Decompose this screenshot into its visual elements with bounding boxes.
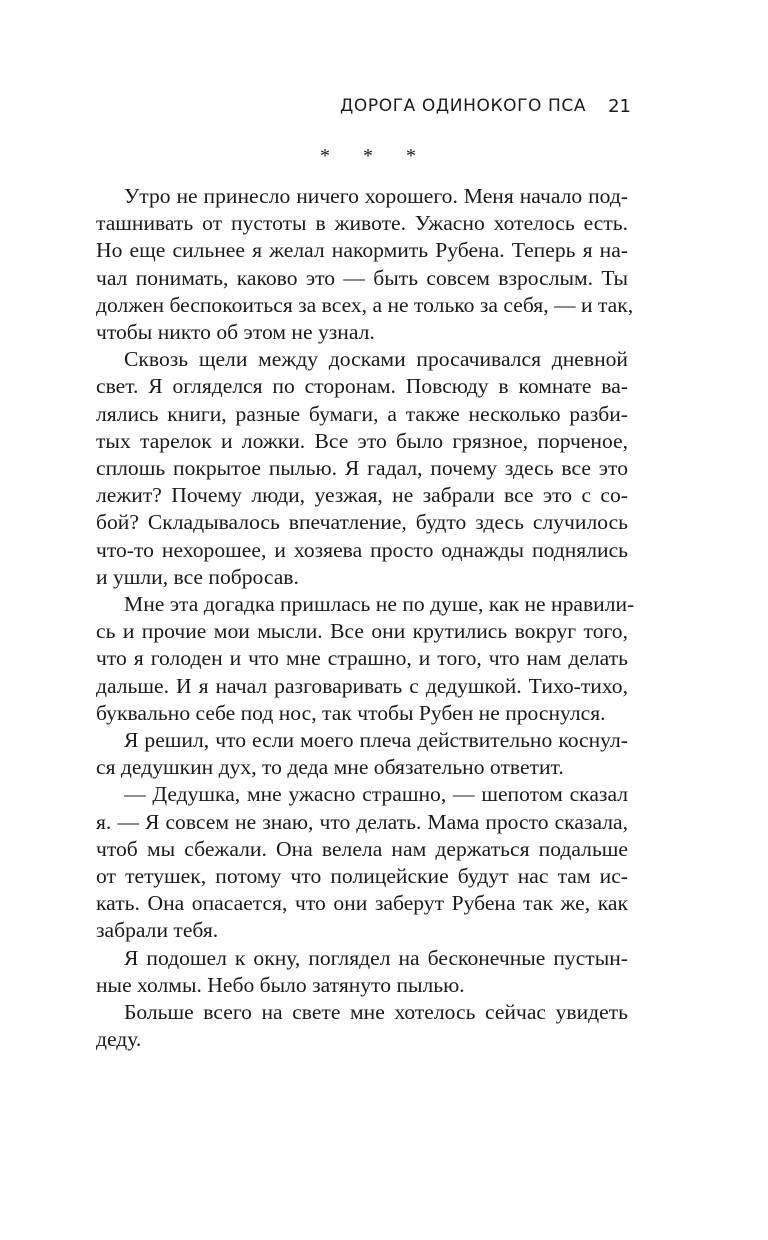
running-head <box>336 96 631 120</box>
running-head-title: ДОРОГА ОДИНОКОГО ПСА <box>340 96 587 116</box>
text-line: — Дедушка, мне ужасно страшно, — шепотом сказал <box>124 782 628 807</box>
text-line: Сквозь щели между досками просачивался дневной <box>124 347 628 372</box>
text-line: ся дедушкин дух, то деда мне обязательно ответит. <box>96 755 564 780</box>
text-line: сплошь покрытое пылью. Я гадал, почему здесь все это <box>96 456 628 481</box>
text-line: чал понимать, каково это — быть совсем взрослым. Ты <box>96 265 628 290</box>
text-line: свет. Я огляделся по сторонам. Повсюду в комнате ва- <box>96 374 628 399</box>
text-line: бой? Складывалось впечатление, будто здесь случилось <box>96 510 628 535</box>
text-line: Утро не принесло ничего хорошего. Меня начало под- <box>124 184 628 208</box>
text-line: Я решил, что если моего плеча действительно коснул- <box>124 728 628 753</box>
text-line: чтобы никто об этом не узнал. <box>96 320 375 345</box>
text-line: деду. <box>96 1027 142 1052</box>
text-line: ташнивать от пустоты в животе. Ужасно хотелось есть. <box>96 211 628 236</box>
text-line: кать. Она опасается, что они заберут Рубена так же, как <box>96 891 628 916</box>
text-line: Но еще сильнее я желал накормить Рубена. Теперь я на- <box>96 238 628 263</box>
text-line: сь и прочие мои мысли. Все они крутились вокруг того, <box>96 619 628 644</box>
page-number: 21 <box>608 96 631 117</box>
text-line: буквально себе под нос, так чтобы Рубен не проснулся. <box>96 700 606 725</box>
text-line: Я подошел к окну, поглядел на бесконечные пустын- <box>124 945 628 970</box>
text-line: что я голоден и что мне страшно, и того, что нам делать <box>96 646 628 671</box>
text-line: забрали тебя. <box>96 918 219 943</box>
text-line: я. — Я совсем не знаю, что делать. Мама просто сказала, <box>96 809 628 834</box>
text-line: дальше. И я начал разговаривать с дедушкой. Тихо-тихо, <box>96 673 628 698</box>
text-line: от тетушек, потому что полицейские будут нас там ис- <box>96 864 628 889</box>
text-line: лялись книги, разные бумаги, а также несколько разби- <box>96 401 628 426</box>
text-line: Больше всего на свете мне хотелось сейчас увидеть <box>124 1000 628 1025</box>
text-line: и ушли, все побросав. <box>96 564 299 589</box>
body-text <box>96 183 635 1054</box>
text-line: чтоб мы сбежали. Она велела нам держаться подальше <box>96 836 628 861</box>
text-line: тых тарелок и ложки. Все это было грязное, порченое, <box>96 428 628 453</box>
text-line: лежит? Почему люди, уезжая, не забрали все это с со- <box>96 483 628 508</box>
text-line: ные холмы. Небо было затянуто пылью. <box>96 972 465 997</box>
text-line: Мне эта догадка пришлась не по душе, как не нравили- <box>124 592 635 617</box>
text-line: что-то нехорошее, и хозяева просто однажды поднялись <box>96 537 628 562</box>
text-line: должен беспокоиться за всех, а не только за себя, — и так, <box>96 292 634 317</box>
section-separator: * * * <box>320 145 430 167</box>
